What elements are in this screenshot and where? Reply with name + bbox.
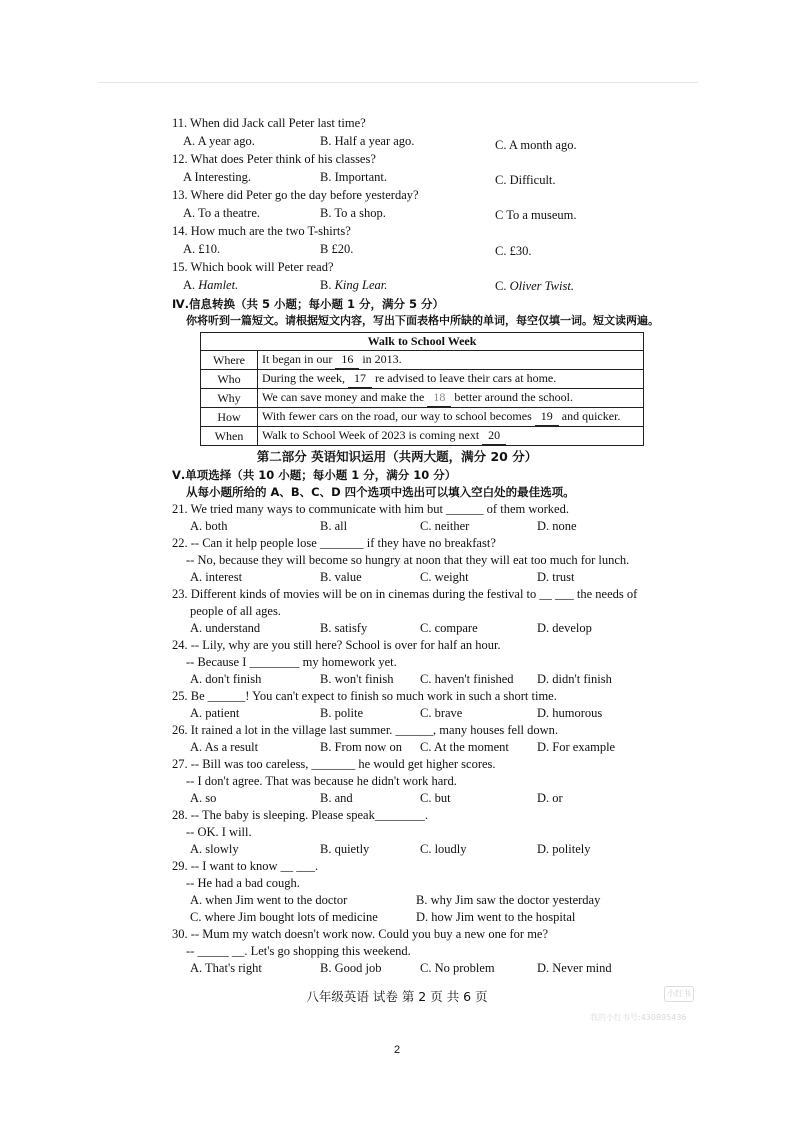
row-key: How: [201, 408, 258, 427]
option-b: B. won't finish: [320, 672, 394, 686]
row-key: Who: [201, 370, 258, 389]
info-table: [200, 332, 644, 446]
section-5-title: Ⅴ.单项选择（共 10 小题；每小题 1 分，满分 10 分）: [172, 468, 457, 482]
option-c: C. At the moment: [420, 740, 509, 754]
blank-17[interactable]: 17: [348, 370, 372, 388]
question-line: -- OK. I will.: [186, 825, 252, 839]
option-d: D. politely: [537, 842, 591, 856]
section-4-instruction: 你将听到一篇短文。请根据短文内容，写出下面表格中所缺的单词，每空仅填一词。短文读两遍。: [186, 314, 659, 327]
option-d: D. how Jim went to the hospital: [416, 910, 576, 924]
blank-20[interactable]: 20: [482, 427, 506, 445]
question-15: 15. Which book will Peter read?: [172, 260, 334, 274]
question-line: -- _____ __. Let's go shopping this weekend.: [186, 944, 411, 958]
option-c: C. £30.: [495, 244, 532, 258]
question-stem: 22. -- Can it help people lose _______ if they have no breakfast?: [172, 536, 496, 550]
table-row: [201, 389, 644, 408]
question-stem: 30. -- Mum my watch doesn't work now. Could you buy a new one for me?: [172, 927, 549, 941]
question-14: 14. How much are the two T-shirts?: [172, 224, 351, 238]
table-row: [201, 427, 644, 446]
option-c: C. haven't finished: [420, 672, 514, 686]
option-b: B. all: [320, 519, 348, 533]
row-key: Where: [201, 351, 258, 370]
question-line: -- He had a bad cough.: [186, 876, 300, 890]
book-title: King Lear.: [334, 278, 388, 292]
option-a: A. As a result: [190, 740, 259, 754]
option-a: A. To a theatre.: [183, 206, 260, 220]
question-stem: 26. It rained a lot in the village last summer. ______, many houses fell down.: [172, 723, 559, 737]
option-b: B. quietly: [320, 842, 370, 856]
question-stem: 29. -- I want to know __ ___.: [172, 859, 319, 873]
option-d: D. trust: [537, 570, 575, 584]
option-c: C. No problem: [420, 961, 495, 975]
option-b: B. King Lear.: [320, 278, 388, 292]
table-row: [201, 370, 644, 389]
watermark-id: 我的小红书号:430895436: [590, 1013, 687, 1022]
table-row: [201, 408, 644, 427]
option-a: A Interesting.: [183, 170, 252, 184]
question-line: -- I don't agree. That was because he didn't work hard.: [186, 774, 457, 788]
question-13: 13. Where did Peter go the day before yesterday?: [172, 188, 419, 202]
option-a: A. both: [190, 519, 228, 533]
row-content: With fewer cars on the road, our way to school becomes 19 and quicker.: [258, 408, 644, 427]
option-c: C. weight: [420, 570, 469, 584]
option-b: B £20.: [320, 242, 354, 256]
blank-18[interactable]: 18: [427, 389, 451, 407]
option-c: C. where Jim bought lots of medicine: [190, 910, 378, 924]
question-12: 12. What does Peter think of his classes?: [172, 152, 376, 166]
row-key: When: [201, 427, 258, 446]
option-a: A. don't finish: [190, 672, 262, 686]
option-a: A. £10.: [183, 242, 221, 256]
option-b: B. Half a year ago.: [320, 134, 415, 148]
question-line: -- Because I ________ my homework yet.: [186, 655, 397, 669]
option-b: B. why Jim saw the doctor yesterday: [416, 893, 601, 907]
row-content: Walk to School Week of 2023 is coming next 20: [258, 427, 644, 446]
option-b: B. Good job: [320, 961, 382, 975]
part-2-heading: 第二部分 英语知识运用（共两大题，满分 20 分）: [256, 449, 538, 464]
option-b: B. To a shop.: [320, 206, 386, 220]
row-key: Why: [201, 389, 258, 408]
option-a: A. Hamlet.: [183, 278, 239, 292]
option-d: D. develop: [537, 621, 592, 635]
question-11: 11. When did Jack call Peter last time?: [172, 116, 366, 130]
blank-16[interactable]: 16: [335, 351, 359, 369]
option-c: C. loudly: [420, 842, 467, 856]
option-c: C. Difficult.: [495, 173, 556, 187]
blank-19[interactable]: 19: [535, 408, 559, 426]
row-content: During the week, 17 re advised to leave their cars at home.: [258, 370, 644, 389]
book-title: Hamlet.: [198, 278, 239, 292]
question-stem: 23. Different kinds of movies will be on in cinemas during the festival to __ ___ the needs of: [172, 587, 638, 601]
option-d: D. humorous: [537, 706, 603, 720]
row-content: We can save money and make the 18 better around the school.: [258, 389, 644, 408]
option-d: D. didn't finish: [537, 672, 612, 686]
option-c: C. Oliver Twist.: [495, 279, 574, 293]
page-footer: 八年级英语 试卷 第 2 页 共 6 页: [306, 989, 488, 1004]
option-a: A. understand: [190, 621, 261, 635]
question-stem: 27. -- Bill was too careless, _______ he would get higher scores.: [172, 757, 496, 771]
option-a: A. so: [190, 791, 217, 805]
option-b: B. Important.: [320, 170, 388, 184]
option-c: C. compare: [420, 621, 478, 635]
book-title: Oliver Twist.: [509, 279, 574, 293]
option-a: A. interest: [190, 570, 243, 584]
page-number: 2: [393, 1044, 401, 1056]
option-c: C. neither: [420, 519, 470, 533]
option-c: C. but: [420, 791, 451, 805]
option-a: A. patient: [190, 706, 240, 720]
option-b: B. and: [320, 791, 353, 805]
question-line: -- No, because they will become so hungry at noon that they will eat too much for lunch.: [186, 553, 630, 567]
option-a: A. A year ago.: [183, 134, 255, 148]
option-a: A. slowly: [190, 842, 239, 856]
question-stem: 24. -- Lily, why are you still here? School is over for half an hour.: [172, 638, 501, 652]
option-b: B. value: [320, 570, 362, 584]
question-stem: 28. -- The baby is sleeping. Please speak________.: [172, 808, 428, 822]
option-a: A. That's right: [190, 961, 262, 975]
question-stem: 25. Be ______! You can't expect to finish so much work in such a short time.: [172, 689, 557, 703]
table-title: Walk to School Week: [201, 333, 644, 351]
section-5-instruction: 从每小题所给的 A、B、C、D 四个选项中选出可以填入空白处的最佳选项。: [186, 485, 575, 499]
section-4-title: Ⅳ.信息转换（共 5 小题；每小题 1 分，满分 5 分）: [172, 297, 445, 311]
option-c: C. brave: [420, 706, 463, 720]
row-content: It began in our 16 in 2013.: [258, 351, 644, 370]
option-b: B. polite: [320, 706, 364, 720]
question-stem: 21. We tried many ways to communicate with him but ______ of them worked.: [172, 502, 569, 516]
option-c: C. A month ago.: [495, 138, 577, 152]
option-d: D. none: [537, 519, 577, 533]
table-row: [201, 351, 644, 370]
option-a: A. when Jim went to the doctor: [190, 893, 348, 907]
option-b: B. satisfy: [320, 621, 368, 635]
question-line: people of all ages.: [190, 604, 281, 618]
option-d: D. or: [537, 791, 563, 805]
option-d: D. For example: [537, 740, 616, 754]
watermark-logo: 小红书: [664, 986, 694, 1002]
option-d: D. Never mind: [537, 961, 612, 975]
option-b: B. From now on: [320, 740, 402, 754]
option-c: C To a museum.: [495, 208, 577, 222]
